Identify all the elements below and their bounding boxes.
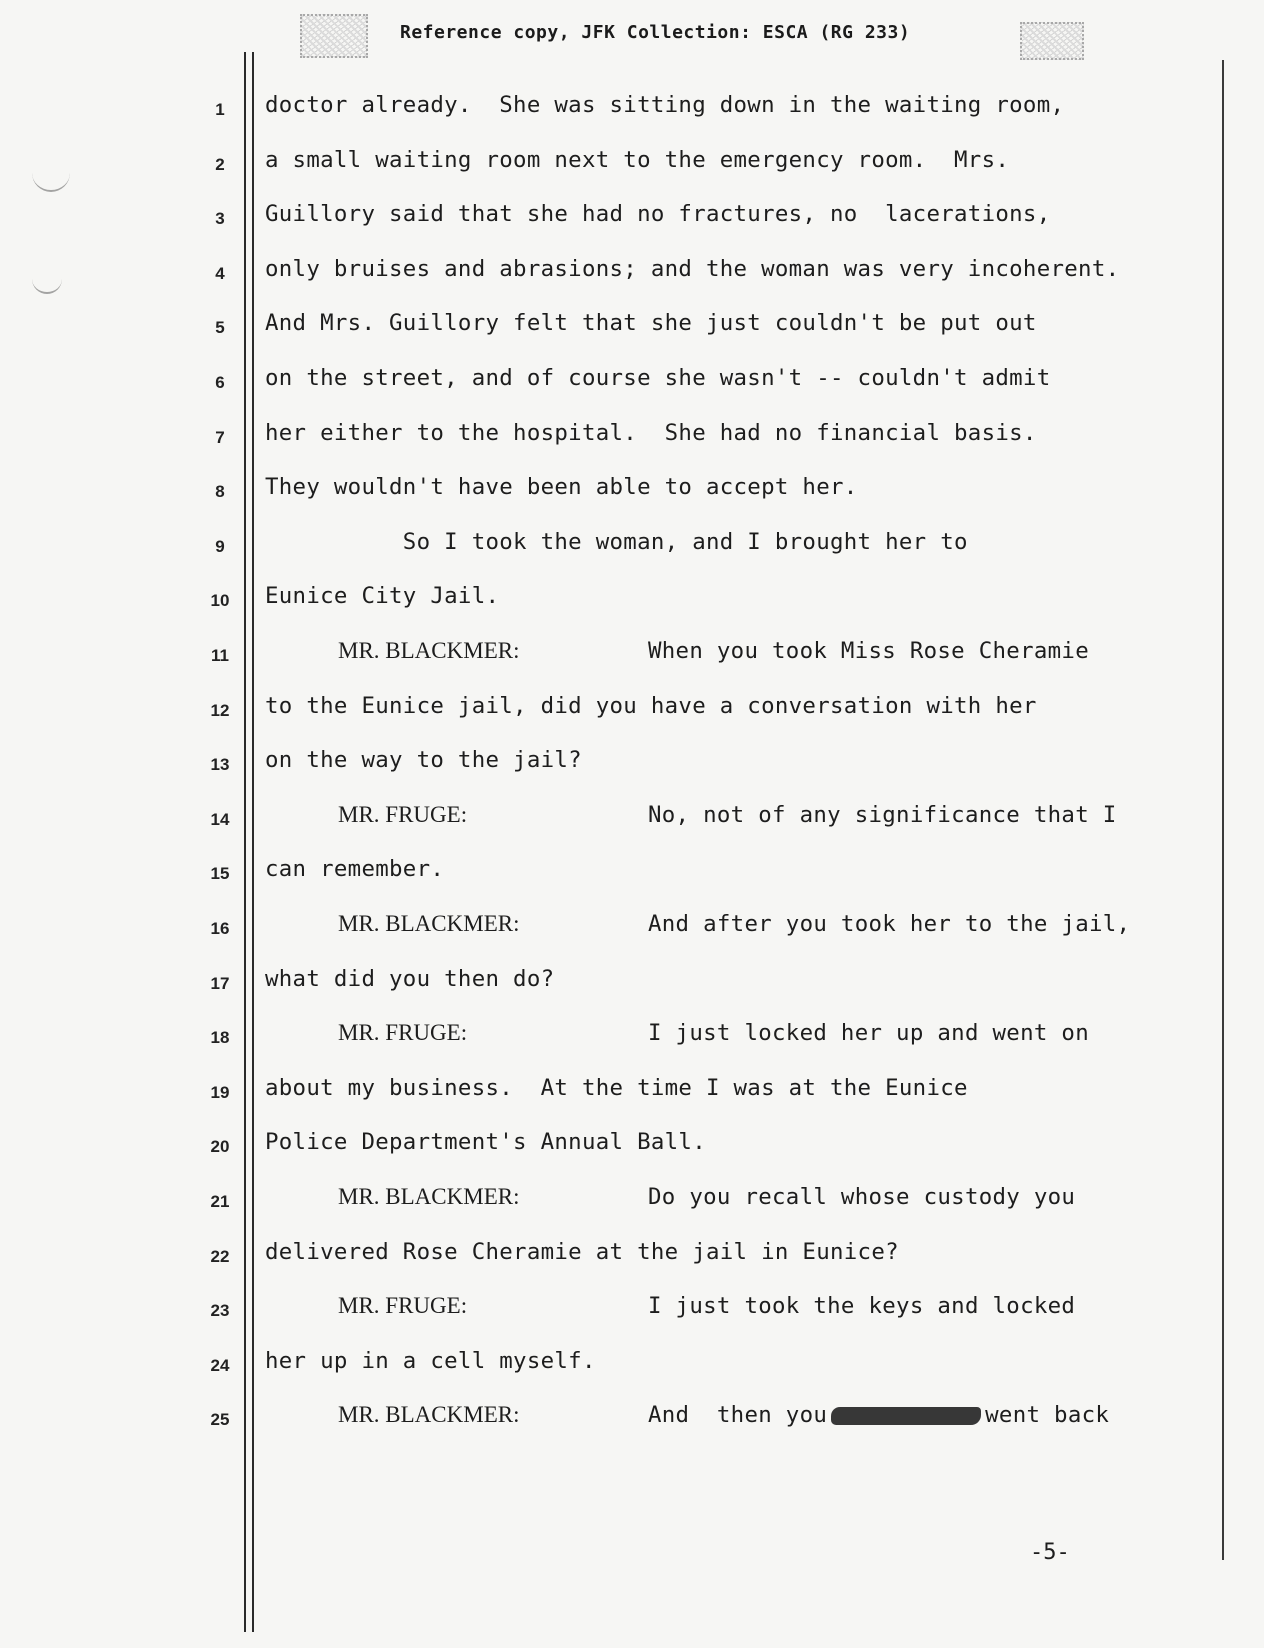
punch-hole-mark — [32, 150, 70, 192]
line-number: 20 — [210, 1137, 230, 1157]
line-number: 24 — [210, 1355, 230, 1375]
transcript-line-text: delivered Rose Cheramie at the jail in Eunice? — [265, 1238, 899, 1265]
stamp-mark-left — [300, 14, 368, 58]
line-number: 11 — [211, 646, 229, 665]
punch-hole-mark — [32, 262, 62, 294]
stamp-mark-right — [1020, 22, 1084, 60]
speech-text: Do you recall whose custody you — [648, 1184, 1076, 1210]
page-number: -5- — [1030, 1540, 1070, 1565]
transcript-line-text: Guillory said that she had no fractures, no lacerations, — [265, 201, 1051, 228]
transcript-line-text: They wouldn't have been able to accept her. — [265, 474, 858, 501]
line-number: 2 — [215, 154, 225, 174]
line-number: 22 — [210, 1246, 230, 1266]
speech-text-before-redaction: And then you — [648, 1402, 828, 1429]
speech-text — [648, 1402, 1109, 1428]
transcript-line-text: to the Eunice jail, did you have a conversation with her — [265, 692, 1037, 719]
speech-text: And after you took her to the jail, — [648, 911, 1131, 937]
line-number: 10 — [210, 591, 230, 611]
speech-text-after-redaction: went back — [985, 1402, 1110, 1429]
transcript-line-text: And Mrs. Guillory felt that she just couldn't be put out — [265, 310, 1037, 337]
speaker-label: MR. FRUGE: — [338, 1020, 468, 1046]
line-number: 8 — [215, 482, 225, 502]
transcript-line-text: Police Department's Annual Ball. — [265, 1129, 706, 1156]
speaker-label: MR. BLACKMER: — [338, 1184, 520, 1209]
speaker-label: MR. BLACKMER: — [338, 1402, 520, 1428]
speech-text: When you took Miss Rose Cheramie — [648, 638, 1089, 664]
line-number: 4 — [215, 263, 225, 283]
transcript-line-text: about my business. At the time I was at the Eunice — [265, 1074, 968, 1101]
line-number: 23 — [210, 1301, 230, 1321]
transcript-line-text: on the street, and of course she wasn't -- couldn't admit — [265, 365, 1051, 391]
redaction-mark — [831, 1407, 981, 1425]
transcript-line-text: a small waiting room next to the emergency room. Mrs. — [265, 146, 1010, 173]
line-number: 21 — [210, 1192, 230, 1211]
right-margin-rule — [1222, 60, 1224, 1560]
header-reference-text: Reference copy, JFK Collection: ESCA (RG 233) — [400, 22, 911, 43]
page-header — [300, 14, 1080, 58]
line-number: 7 — [215, 427, 225, 447]
speaker-label: MR. BLACKMER: — [338, 638, 520, 663]
speaker-label: MR. FRUGE: — [338, 801, 468, 827]
line-number: 5 — [215, 318, 225, 338]
transcript-line-text: her up in a cell myself. — [265, 1347, 596, 1374]
line-number: 16 — [210, 919, 230, 938]
transcript-line-text: Eunice City Jail. — [265, 583, 500, 610]
line-number: 14 — [210, 809, 230, 829]
speech-text: No, not of any significance that I — [648, 801, 1117, 828]
line-number: 15 — [210, 864, 230, 884]
line-number: 9 — [215, 536, 225, 556]
speech-text: I just took the keys and locked — [648, 1293, 1076, 1320]
line-number: 6 — [215, 373, 225, 392]
transcript-line-text: So I took the woman, and I brought her to — [265, 528, 968, 555]
speech-text: I just locked her up and went on — [648, 1020, 1089, 1047]
transcript-line-text: her either to the hospital. She had no financial basis. — [265, 419, 1037, 446]
transcript-line-text: doctor already. She was sitting down in the waiting room, — [265, 92, 1065, 118]
line-number: 13 — [210, 755, 230, 775]
left-margin-rule — [244, 52, 254, 1632]
line-number: 12 — [210, 700, 230, 720]
line-number: 25 — [210, 1410, 230, 1430]
transcript-line-text: on the way to the jail? — [265, 747, 582, 774]
transcript-line-text: what did you then do? — [265, 965, 555, 992]
speaker-label: MR. BLACKMER: — [338, 911, 520, 936]
line-number: 1 — [215, 100, 225, 119]
line-number: 17 — [210, 973, 230, 993]
speaker-label: MR. FRUGE: — [338, 1293, 468, 1319]
line-number: 19 — [210, 1082, 230, 1102]
line-number: 3 — [215, 209, 225, 229]
line-number: 18 — [210, 1028, 230, 1048]
transcript-line-text: can remember. — [265, 856, 445, 883]
transcript-line-text: only bruises and abrasions; and the woman was very incoherent. — [265, 255, 1120, 282]
